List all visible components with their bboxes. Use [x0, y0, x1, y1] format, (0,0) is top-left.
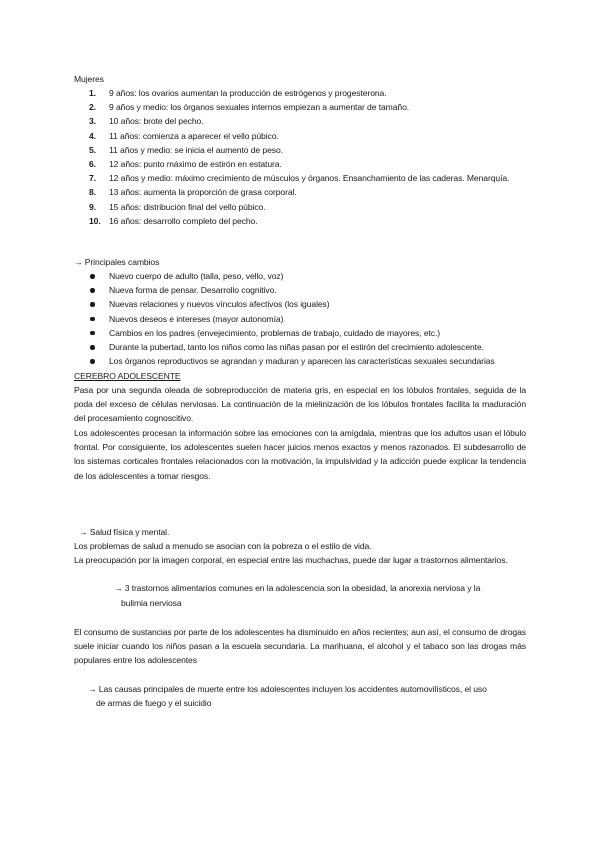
- list-item: [74, 283, 544, 297]
- list-item: [74, 185, 536, 199]
- section-heading-cerebro-adolescente: CEREBRO ADOLESCENTE: [74, 371, 181, 381]
- list-item: [74, 312, 544, 326]
- list-item-text: 9 años: los ovarios aumentan la producción de estrógenos y progesterona.: [109, 88, 387, 98]
- list-item-text: 10 años: brote del pecho.: [109, 116, 204, 127]
- list-item-text: 12 años: punto máximo de estirón en estatura.: [109, 159, 282, 170]
- bullet-icon: [90, 317, 95, 322]
- list-number: 7.: [89, 173, 96, 184]
- list-item: [74, 297, 544, 311]
- list-item-text: 13 años: aumenta la proporción de grasa corporal.: [109, 187, 297, 198]
- list-item-text: 15 años: distribución final del vello púbico.: [109, 201, 266, 212]
- list-item: [74, 269, 544, 283]
- bullet-icon: [90, 331, 95, 336]
- list-item: [74, 354, 544, 368]
- bullet-icon: [90, 359, 95, 364]
- list-number: 3.: [89, 116, 96, 127]
- list-item: [74, 171, 536, 185]
- bullet-icon: [90, 302, 95, 307]
- list-item-text: Nuevos deseos e intereses (mayor autonomía): [109, 313, 284, 324]
- list-item-text: 12 años y medio: máximo crecimiento de músculos y órganos. Ensanchamiento de las caderas. Menarquía.: [109, 173, 510, 184]
- list-item: [74, 157, 536, 171]
- trastornos-arrow-line-2: bulimia nerviosa: [121, 598, 182, 608]
- list-number: 4.: [89, 130, 96, 141]
- list-number: 1.: [89, 88, 96, 98]
- bullet-icon: [90, 345, 95, 350]
- salud-paragraph-1: Los problemas de salud a menudo se asocian con la pobreza o el estilo de vida.: [74, 541, 372, 551]
- list-item: [74, 340, 544, 354]
- list-item-text: Cambios en los padres (envejecimiento, problemas de trabajo, cuidado de mayores, etc.): [109, 327, 441, 338]
- changes-bullet-list: [74, 269, 544, 368]
- list-item-text: 16 años: desarrollo completo del pecho.: [109, 215, 258, 226]
- list-item: [74, 129, 536, 143]
- trastornos-arrow-line-1: → 3 trastornos alimentarios comunes en la adolescencia son la obesidad, la anorexia nerviosa y la: [114, 583, 481, 593]
- list-item: [74, 326, 544, 340]
- causas-arrow-line-1: → Las causas principales de muerte entre los adolescentes incluyen los accidentes automovilísticos, el uso: [88, 684, 487, 694]
- bullet-icon: [90, 288, 95, 293]
- list-item-text: Nuevo cuerpo de adulto (talla, peso, vello, voz): [109, 271, 284, 281]
- section-heading-salud: → Salud física y mental.: [79, 527, 170, 537]
- consumo-paragraph: El consumo de sustancias por parte de los adolescentes ha disminuido en años recientes; aun así, el consumo de drogas suele iniciar cuando los niños pasan a la escuela secundaria. La marihuana, el alcohol y el tabaco son las drogas más populares entre los adolescentes: [74, 627, 526, 666]
- list-number: 2.: [89, 102, 96, 113]
- list-item-text: 11 años: comienza a aparecer el vello púbico.: [109, 130, 279, 141]
- section-heading-principales-cambios: → Principales cambios: [74, 257, 160, 267]
- bullet-icon: [90, 274, 95, 279]
- list-item-text: Nueva forma de pensar. Desarrollo cognitivo.: [109, 285, 277, 296]
- salud-paragraph-2: La preocupación por la imagen corporal, en especial entre las muchachas, puede dar lugar a trastornos alimentarios.: [74, 555, 508, 565]
- list-item: [74, 100, 536, 114]
- section-heading-mujeres: Mujeres: [74, 74, 104, 84]
- causas-arrow-line-2: de armas de fuego y el suicidio: [96, 698, 212, 708]
- cerebro-paragraph-2: Los adolescentes procesan la información sobre las emociones con la amígdala, mientras que los adultos usan el lóbulo frontal. Por consiguiente, los adolescentes suelen hacer juicios menos exactos y menos razonados. El subdesarrollo de los sistemas corticales frontales relacionados con la motivación, la impulsividad y la adicción puede explicar la tendencia de los adolescentes a tomar riesgos.: [74, 428, 526, 481]
- list-item: [74, 114, 536, 128]
- list-number: 6.: [89, 159, 96, 170]
- list-number: 9.: [89, 201, 96, 212]
- list-item: [74, 143, 536, 157]
- list-item: [74, 86, 536, 100]
- list-number: 5.: [89, 144, 96, 155]
- list-number: 10.: [89, 215, 101, 226]
- list-item-text: Los órganos reproductivos se agrandan y maduran y aparecen las características sexuales secundarias: [109, 356, 495, 367]
- list-item-text: 11 años y medio: se inicia el aumento de peso.: [109, 144, 283, 155]
- puberty-stages-list: [74, 86, 536, 228]
- list-item-text: Durante la pubertad, tanto los niños como las niñas pasan por el estirón del crecimiento adolescente.: [109, 342, 484, 353]
- list-item: [74, 200, 536, 214]
- list-item-text: 9 años y medio: los órganos sexuales internos empiezan a aumentar de tamaño.: [109, 102, 410, 113]
- list-number: 8.: [89, 187, 96, 198]
- list-item: [74, 214, 536, 228]
- cerebro-paragraph-1: Pasa por una segunda oleada de sobreproducción de materia gris, en especial en los lóbulos frontales, seguida de la poda del exceso de células nerviosas. La continuación de la mielinización de los lóbulos frontales facilita la maduración del procesamiento cognoscitivo.: [74, 385, 526, 424]
- list-item-text: Nuevas relaciones y nuevos vínculos afectivos (los iguales): [109, 299, 330, 310]
